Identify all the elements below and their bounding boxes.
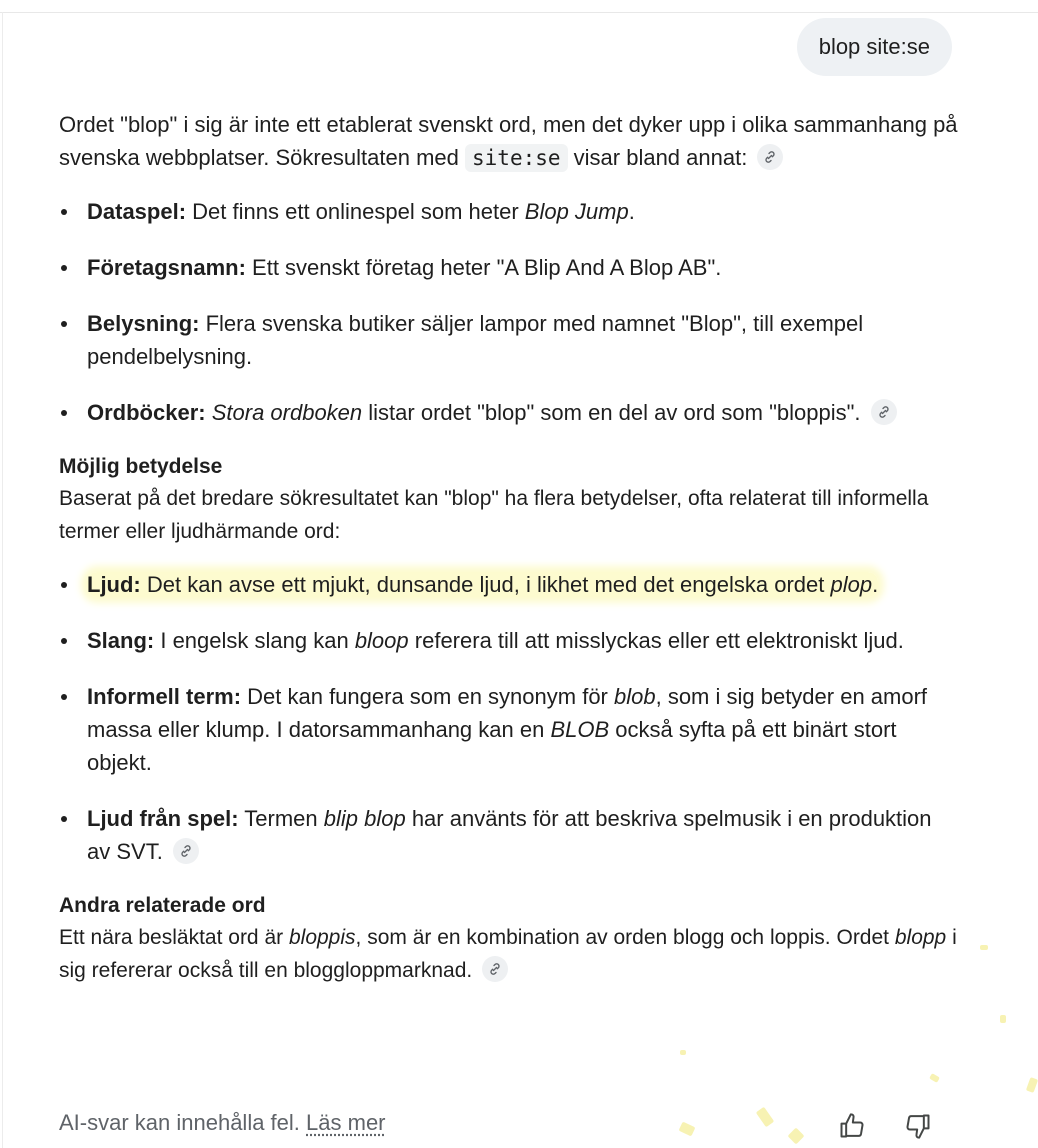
decorative-confetti: [788, 1128, 805, 1145]
user-query-text: blop site:se: [818, 34, 930, 59]
list-item-text: Det kan avse ett mjukt, dunsande ljud, i likhet med det engelska ordet: [140, 572, 831, 597]
related-text-end: i sig refererar också till en bloggloppmarknad.: [59, 926, 957, 982]
list-item: [87, 680, 959, 779]
link-icon[interactable]: [173, 838, 199, 864]
list-item-text: Flera svenska butiker säljer lampor med namnet "Blop", till exempel pendelbelysning.: [87, 311, 864, 369]
list-item-emphasis: blip blop: [323, 806, 406, 831]
intro-paragraph: [59, 108, 959, 175]
list-item-text-end: har använts för att beskriva spelmusik i en produktion av SVT.: [87, 806, 932, 864]
decorative-confetti: [756, 1107, 775, 1127]
list-item-text-end: .: [628, 199, 635, 224]
section-heading-meaning: Möjlig betydelse: [59, 455, 223, 478]
ai-response: [59, 108, 959, 987]
section-heading-related: Andra relaterade ord: [59, 894, 266, 917]
link-icon[interactable]: [757, 144, 783, 170]
disclaimer-text: AI-svar kan innehålla fel.: [59, 1110, 300, 1135]
list-item-emphasis: Stora ordboken: [211, 400, 363, 425]
inline-code: site:se: [465, 144, 568, 172]
left-border: [2, 12, 3, 1148]
related-emphasis-2: blopp: [894, 926, 947, 949]
list-item-term: Dataspel:: [87, 199, 187, 224]
decorative-confetti: [929, 1073, 940, 1083]
thumbs-up-icon[interactable]: [838, 1112, 866, 1140]
list-item-text: Ett svenskt företag heter "A Blip And A Blop AB".: [245, 255, 722, 280]
list-item: [87, 802, 959, 868]
related-text: Ett nära besläktat ord är: [59, 926, 289, 949]
text-highlight: [87, 572, 878, 597]
footer-disclaimer: [59, 1110, 386, 1136]
list-item-text-end: listar ordet "blop" som en del av ord som "bloppis".: [362, 400, 861, 425]
decorative-confetti: [980, 945, 988, 950]
section-text-meaning: Baserat på det bredare sökresultatet kan "blop" ha flera betydelser, ofta relaterat till informella termer eller ljudhärmande ord:: [59, 487, 929, 543]
list-usages: [59, 195, 959, 429]
list-item-text-mid: , som i sig betyder en amorf massa eller klump. I datorsammanhang kan en: [87, 684, 928, 742]
list-item: [87, 307, 959, 373]
intro-text-after: visar bland annat:: [567, 145, 748, 170]
list-item-term: Belysning:: [87, 311, 200, 336]
list-item-emphasis: plop: [830, 572, 873, 597]
top-divider: [0, 12, 1038, 13]
list-item-term: Slang:: [87, 628, 155, 653]
list-item-text-end: också syfta på ett binärt stort objekt.: [87, 717, 897, 775]
list-item-text: I engelsk slang kan: [154, 628, 355, 653]
list-item: [87, 396, 959, 429]
link-icon[interactable]: [482, 956, 508, 982]
decorative-confetti: [1000, 1015, 1006, 1023]
list-item-emphasis: Blop Jump: [524, 199, 629, 224]
list-item-term: Ljud från spel:: [87, 806, 239, 831]
list-item-term: Företagsnamn:: [87, 255, 246, 280]
decorative-confetti: [679, 1122, 696, 1137]
list-item-text: Termen: [238, 806, 324, 831]
list-item-emphasis: bloop: [354, 628, 409, 653]
list-item-text-end: .: [872, 572, 879, 597]
related-text-mid: , som är en kombination av orden blogg och loppis. Ordet: [355, 926, 895, 949]
list-item-text: Det finns ett onlinespel som heter: [186, 199, 525, 224]
link-icon[interactable]: [871, 399, 897, 425]
list-item: [87, 568, 959, 601]
list-item: [87, 251, 959, 284]
intro-text-before: Ordet "blop" i sig är inte ett etablerat svenskt ord, men det dyker upp i olika sammanhang på svenska webbplatser. Sökresultaten med: [59, 112, 958, 170]
list-item-term: Informell term:: [87, 684, 242, 709]
learn-more-link[interactable]: Läs mer: [306, 1110, 386, 1135]
thumbs-down-icon[interactable]: [904, 1112, 932, 1140]
list-item: [87, 195, 959, 228]
user-query-bubble: [797, 18, 952, 76]
section-text-related: [59, 921, 959, 987]
decorative-confetti: [680, 1050, 686, 1055]
list-item-emphasis: blob: [614, 684, 656, 709]
list-item-text-end: referera till att misslyckas eller ett elektroniskt ljud.: [408, 628, 904, 653]
related-emphasis: bloppis: [288, 926, 356, 949]
list-item-term: Ljud:: [87, 572, 141, 597]
list-item-text: Det kan fungera som en synonym för: [241, 684, 614, 709]
list-item: [87, 624, 959, 657]
list-item-emphasis: BLOB: [550, 717, 610, 742]
decorative-confetti: [1026, 1077, 1038, 1093]
list-item-term: Ordböcker:: [87, 400, 206, 425]
list-meanings: [59, 568, 959, 868]
